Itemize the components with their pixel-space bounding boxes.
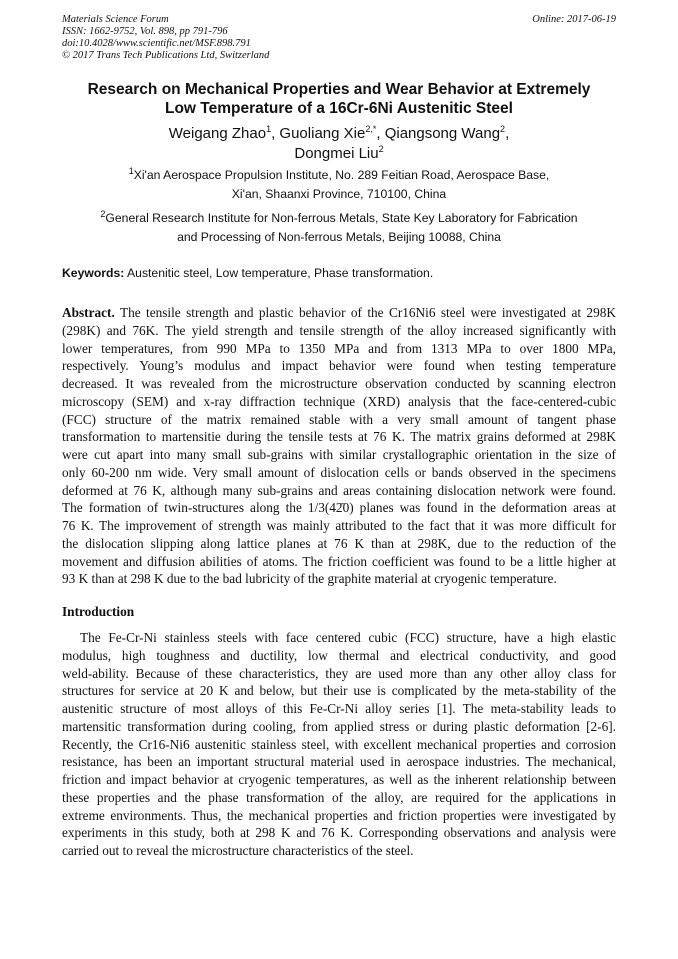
abstract-line bbox=[62, 482, 616, 500]
abstract-line bbox=[62, 322, 616, 340]
introduction-paragraph bbox=[62, 629, 616, 860]
introduction-line bbox=[62, 665, 616, 683]
title-line: Low Temperature of a 16Cr-6Ni Austenitic Steel bbox=[165, 100, 513, 117]
author-name: Dongmei Liu bbox=[294, 145, 379, 162]
abstract-line bbox=[62, 499, 616, 517]
introduction-line-text: martensitic transformation during cooling, from applied stress or during plastic deformation [2-6]. bbox=[62, 718, 616, 734]
abstract-line-text: microscopy (SEM) and x-ray diffraction technique (XRD) analysis that the face-centered-cubic bbox=[62, 393, 616, 409]
introduction-line-text: austenitic structure of most alloys of this Fe-Cr-Ni alloy series [1]. The meta-stability leads to bbox=[62, 701, 616, 716]
abstract-line bbox=[62, 570, 616, 588]
introduction-line bbox=[62, 718, 616, 736]
introduction-line bbox=[62, 700, 616, 718]
abstract-line bbox=[62, 304, 616, 322]
keywords-text: Austenitic steel, Low temperature, Phase transformation. bbox=[127, 266, 434, 280]
abstract-line bbox=[62, 357, 616, 375]
abstract-line-text: the dislocation slipping along lattice planes at 76 K than at 298K, due to the reduction of the bbox=[62, 535, 616, 551]
abstract-line bbox=[62, 393, 616, 411]
affiliation-line: Xi'an Aerospace Propulsion Institute, No. 289 Feitian Road, Aerospace Base, bbox=[133, 168, 550, 182]
abstract bbox=[62, 304, 616, 588]
issn: ISSN: 1662-9752, Vol. 898, pp 791-796 bbox=[62, 26, 228, 37]
abstract-line-text: movement and diffusion abilities of atoms. The friction coefficient was found to be a little higher at bbox=[62, 553, 616, 569]
journal-header bbox=[62, 14, 269, 62]
introduction-line bbox=[62, 807, 616, 825]
abstract-line-text: The formation of twin-structures along the 1/3(42̄0) planes was found in the deformation areas at bbox=[62, 500, 616, 516]
abstract-line bbox=[62, 464, 616, 482]
abstract-line-text: (FCC) structure of the matrix remained stable with a very small amount of tangent phase bbox=[62, 411, 616, 427]
abstract-line bbox=[62, 535, 616, 553]
paper-title bbox=[40, 80, 638, 118]
section-heading-introduction: Introduction bbox=[62, 604, 135, 619]
author-affiliation-mark: 2 bbox=[378, 144, 384, 154]
introduction-line bbox=[62, 682, 616, 700]
abstract-line-text: (298K) and 76K. The yield strength and tensile strength of the alloy increased significantly with bbox=[62, 322, 616, 338]
abstract-line bbox=[62, 428, 616, 446]
author-affiliation-mark: 2 bbox=[500, 124, 506, 134]
introduction-line-text: Recently, the Cr16-Ni6 austenitic stainless steel, with excellent mechanical properties and corrosion bbox=[62, 736, 616, 752]
abstract-line bbox=[62, 375, 616, 393]
introduction-line-text: friction and impact behavior at cryogenic temperatures, as well as the inherent relationship between bbox=[62, 772, 616, 787]
introduction-line bbox=[62, 647, 616, 665]
abstract-line-text: respectively. Young’s modulus and impact behavior were found when testing temperature bbox=[62, 358, 616, 374]
introduction-line bbox=[62, 789, 616, 807]
affiliation-mark: 1 bbox=[128, 165, 134, 176]
introduction-line-text: structures for service at 20 K and below, but their use is complicated by the meta-stability of the bbox=[62, 683, 616, 699]
keywords bbox=[62, 265, 433, 281]
introduction-line-text: extreme environments. Thus, the mechanical properties and friction properties were investigated by bbox=[62, 807, 616, 823]
journal-name: Materials Science Forum bbox=[62, 14, 169, 25]
online-date: Online: 2017-06-19 bbox=[532, 14, 616, 25]
copyright: © 2017 Trans Tech Publications Ltd, Switzerland bbox=[62, 50, 270, 61]
abstract-line-text: 76 K. The improvement of strength was mainly attributed to the fact that it was more difficult for bbox=[62, 518, 616, 533]
introduction-line-text: experiments in this study, both at 298 K and 76 K. Corresponding observations and analysis were bbox=[62, 825, 616, 841]
author-affiliation-mark: 2,* bbox=[365, 124, 377, 134]
keywords-label: Keywords: bbox=[62, 266, 125, 280]
abstract-line-text: lower temperatures, from 990 MPa to 1350 MPa and from 1313 MPa to over 1800 MPa, bbox=[62, 340, 616, 356]
affiliation-line: and Processing of Non-ferrous Metals, Beijing 10088, China bbox=[177, 230, 501, 244]
abstract-line-text: transformation to martensitie during the tensile tests at 76 K. The matrix grains deformed at 298K bbox=[62, 429, 616, 445]
introduction-line-text: resistance, has been an important structural material used in aerospace industries. The mechanical, bbox=[62, 754, 616, 770]
affiliation-2 bbox=[40, 209, 638, 247]
author-list: Weigang Zhao$^1$, Guoliang Xie$^{2,*}$, Qiangsong Wang$^2$, Dongmei Liu$^2$ bbox=[168, 124, 510, 162]
abstract-line bbox=[62, 553, 616, 571]
abstract-line bbox=[62, 446, 616, 464]
affiliation-mark: 2 bbox=[100, 208, 106, 219]
introduction-line bbox=[62, 824, 616, 842]
introduction-line bbox=[62, 629, 616, 647]
author-name: Weigang Zhao bbox=[168, 125, 267, 142]
introduction-line-text: carried out to reveal the microstructure characteristics of the steel. bbox=[62, 843, 414, 858]
introduction-line bbox=[62, 736, 616, 754]
author-name: Qiangsong Wang bbox=[384, 125, 501, 142]
abstract-label: Abstract. bbox=[62, 305, 115, 320]
introduction-line-text: weld-ability. Because of these characteristics, they are used more than any other alloy class for bbox=[62, 665, 616, 681]
abstract-line-text: deformed at 76 K, although many sub-grains and areas containing dislocation network were found. bbox=[62, 482, 616, 498]
abstract-line bbox=[62, 517, 616, 535]
abstract-line bbox=[62, 340, 616, 358]
abstract-line bbox=[62, 411, 616, 429]
doi: doi:10.4028/www.scientific.net/MSF.898.791 bbox=[62, 38, 251, 49]
affiliation-1 bbox=[40, 166, 638, 204]
introduction-line bbox=[62, 771, 616, 789]
introduction-line-text: The Fe-Cr-Ni stainless steels with face centered cubic (FCC) structure, have a high elastic bbox=[80, 630, 616, 645]
author-name: Guoliang Xie bbox=[279, 125, 366, 142]
author-affiliation-mark: 1 bbox=[266, 124, 272, 134]
affiliation-line: Xi'an, Shaanxi Province, 710100, China bbox=[231, 187, 447, 201]
abstract-line-text: 93 K than at 298 K due to the bad lubricity of the graphite material at cryogenic temperature. bbox=[62, 571, 557, 587]
abstract-line-text: were cut apart into many small sub-grains with similar crystallographic orientation in the size of bbox=[62, 447, 616, 462]
affiliation-line: General Research Institute for Non-ferrous Metals, State Key Laboratory for Fabrication bbox=[105, 211, 578, 225]
title-line: Research on Mechanical Properties and Wear Behavior at Extremely bbox=[87, 81, 591, 98]
introduction-line-text: modulus, high toughness and ductility, low thermal and electrical conductivity, and good bbox=[62, 647, 616, 663]
abstract-line-text: only 60-200 nm wide. Very small amount of dislocation cells or bands observed in the specimens bbox=[62, 464, 616, 480]
introduction-line bbox=[62, 753, 616, 771]
abstract-line-text: decreased. It was revealed from the microstructure observation conducted by scanning electron bbox=[62, 376, 616, 391]
introduction-line bbox=[62, 842, 616, 860]
abstract-line-text: The tensile strength and plastic behavior of the Cr16Ni6 steel were investigated at 298K bbox=[119, 305, 616, 320]
introduction-line-text: these properties and the phase transformation of the alloy, are required for the applications in bbox=[62, 789, 616, 805]
